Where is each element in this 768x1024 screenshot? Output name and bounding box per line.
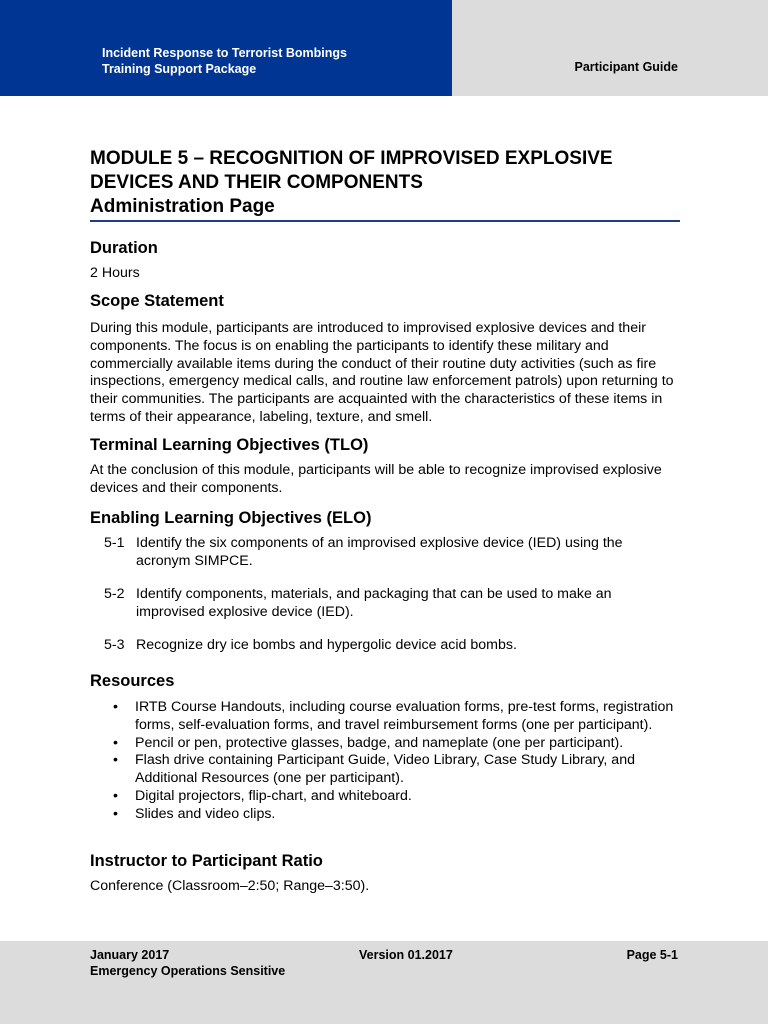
list-item xyxy=(90,752,680,788)
elo-number: 5-2 xyxy=(104,586,125,602)
duration-heading: Duration xyxy=(90,239,158,257)
scope-text: During this module, participants are introduced to improvised explosive devices and their components. The focus is on enabling the participants to identify these military and commercially available items during the conduct of their routine duty activities (such as fire inspections, emergency medical calls, and routine law enforcement patrols) upon returning to their communities. The participants are acquainted with the characteristics of these items in terms of their appearance, labeling, texture, and smell. xyxy=(90,320,674,425)
page-title xyxy=(90,147,680,219)
list-item xyxy=(90,699,680,735)
elo-item xyxy=(104,586,680,622)
tlo-text: At the conclusion of this module, participants will be able to recognize improvised explosive devices and their components. xyxy=(90,462,662,496)
resource-text: Slides and video clips. xyxy=(135,805,276,822)
bullet-icon: • xyxy=(113,699,118,715)
page-title-line2: DEVICES AND THEIR COMPONENTS xyxy=(90,172,423,193)
elo-text: Identify components, materials, and packaging that can be used to make an improvised explosive device (IED). xyxy=(136,586,612,620)
elo-item xyxy=(104,637,680,655)
scope-heading: Scope Statement xyxy=(90,292,224,310)
elo-text: Recognize dry ice bombs and hypergolic device acid bombs. xyxy=(136,637,517,653)
header-title-line1: Incident Response to Terrorist Bombings xyxy=(102,46,347,60)
header-title-line2: Training Support Package xyxy=(102,62,257,76)
resource-text: Flash drive containing Participant Guide, Video Library, Case Study Library, and Additional Resources (one per participant). xyxy=(135,752,635,787)
footer-left xyxy=(90,947,285,979)
footer-sensitivity: Emergency Operations Sensitive xyxy=(90,964,286,978)
bullet-icon: • xyxy=(113,734,118,751)
bullet-icon: • xyxy=(113,752,118,769)
bullet-icon: • xyxy=(113,787,118,804)
header-guide-label: Participant Guide xyxy=(574,60,678,74)
ratio-heading: Instructor to Participant Ratio xyxy=(90,852,323,870)
list-item xyxy=(90,735,680,753)
footer-page-number: Page 5-1 xyxy=(626,948,678,962)
elo-heading: Enabling Learning Objectives (ELO) xyxy=(90,509,372,527)
list-item xyxy=(90,806,680,824)
tlo-heading: Terminal Learning Objectives (TLO) xyxy=(90,436,369,454)
page-title-line1: MODULE 5 – RECOGNITION OF IMPROVISED EXPLOSIVE xyxy=(90,148,613,169)
bullet-icon: • xyxy=(113,805,118,822)
page-subtitle: Administration Page xyxy=(90,196,275,217)
resources-heading: Resources xyxy=(90,672,175,690)
elo-number: 5-1 xyxy=(104,535,125,551)
list-item xyxy=(90,788,680,806)
title-divider xyxy=(90,220,680,222)
resource-text: Pencil or pen, protective glasses, badge, and nameplate (one per participant). xyxy=(135,734,624,751)
ratio-text: Conference (Classroom–2:50; Range–3:50). xyxy=(90,878,370,894)
elo-text: Identify the six components of an improvised explosive device (IED) using the acronym SIMPCE. xyxy=(136,535,623,569)
duration-text: 2 Hours xyxy=(90,265,140,281)
resource-text: IRTB Course Handouts, including course evaluation forms, pre-test forms, registration forms, self-evaluation forms, and travel reimbursement forms (one per participant). xyxy=(135,699,674,733)
elo-item xyxy=(104,535,680,571)
resource-text: Digital projectors, flip-chart, and whiteboard. xyxy=(135,787,412,804)
header-title xyxy=(102,45,347,77)
footer-date: January 2017 xyxy=(90,948,170,962)
elo-number: 5-3 xyxy=(104,637,125,653)
resources-list xyxy=(90,699,680,824)
footer-version: Version 01.2017 xyxy=(359,948,453,962)
